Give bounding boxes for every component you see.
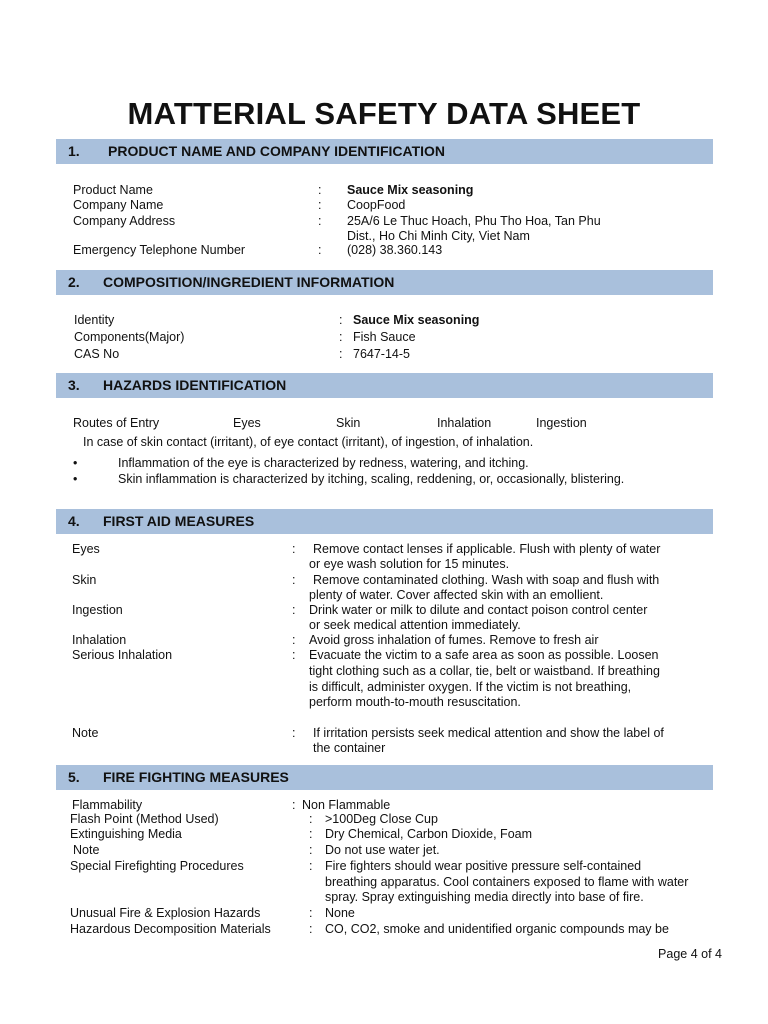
first-aid-inhalation-label: Inhalation — [72, 633, 127, 647]
first-aid-serious-inhalation-text: perform mouth-to-mouth resuscitation. — [309, 695, 521, 709]
colon: : — [309, 843, 313, 857]
emergency-phone-value: (028) 38.360.143 — [347, 243, 443, 257]
product-name-value: Sauce Mix seasoning — [347, 183, 474, 197]
route-eyes: Eyes — [233, 416, 261, 430]
bullet: • — [73, 456, 78, 470]
special-procedures-text: breathing apparatus. Cool containers exposed to flame with water — [325, 875, 689, 889]
first-aid-eyes-text: Remove contact lenses if applicable. Flush with plenty of water — [313, 542, 661, 556]
section-title: COMPOSITION/INGREDIENT INFORMATION — [103, 274, 395, 290]
fire-note-value: Do not use water jet. — [325, 843, 440, 857]
colon: : — [318, 243, 322, 257]
decomposition-materials-value: CO, CO2, smoke and unidentified organic compounds may be — [325, 922, 669, 936]
section-header-5 — [56, 765, 713, 790]
colon: : — [309, 922, 313, 936]
first-aid-serious-inhalation-text: is difficult, administer oxygen. If the victim is not breathing, — [309, 680, 632, 694]
route-skin: Skin — [336, 416, 361, 430]
decomposition-materials-label: Hazardous Decomposition Materials — [70, 922, 271, 936]
first-aid-inhalation-text: Avoid gross inhalation of fumes. Remove to fresh air — [309, 633, 599, 647]
first-aid-note-label: Note — [72, 726, 99, 740]
company-name-label: Company Name — [73, 198, 164, 212]
routes-of-entry-label: Routes of Entry — [73, 416, 160, 430]
unusual-hazards-label: Unusual Fire & Explosion Hazards — [70, 906, 261, 920]
cas-label: CAS No — [74, 347, 120, 361]
special-procedures-text: spray. Spray extinguishing media directly into base of fire. — [325, 890, 644, 904]
unusual-hazards-value: None — [325, 906, 355, 920]
colon: : — [318, 198, 322, 212]
flammability-value: Non Flammable — [302, 798, 391, 812]
section-title: HAZARDS IDENTIFICATION — [103, 377, 287, 393]
document-title: MATTERIAL SAFETY DATA SHEET — [127, 96, 641, 131]
flammability-label: Flammability — [72, 798, 143, 812]
first-aid-skin-label: Skin — [72, 573, 97, 587]
first-aid-eyes-text: or eye wash solution for 15 minutes. — [309, 557, 510, 571]
section-title: FIRST AID MEASURES — [103, 513, 255, 529]
section-number: 3. — [68, 377, 80, 393]
first-aid-serious-inhalation-label: Serious Inhalation — [72, 648, 173, 662]
identity-value: Sauce Mix seasoning — [353, 313, 480, 327]
colon: : — [292, 648, 296, 662]
colon: : — [292, 542, 296, 556]
first-aid-serious-inhalation-text: Evacuate the victim to a safe area as soon as possible. Loosen — [309, 648, 659, 662]
flash-point-label: Flash Point (Method Used) — [70, 812, 219, 826]
colon: : — [339, 347, 343, 361]
first-aid-note-text: If irritation persists seek medical attention and show the label of — [313, 726, 664, 740]
colon: : — [292, 573, 296, 587]
first-aid-ingestion-text: or seek medical attention immediately. — [309, 618, 521, 632]
hazard-bullet-text: Inflammation of the eye is characterized by redness, watering, and itching. — [118, 456, 529, 470]
fire-note-label: Note — [73, 843, 100, 857]
identity-label: Identity — [74, 313, 115, 327]
colon: : — [309, 906, 313, 920]
flash-point-value: >100Deg Close Cup — [325, 812, 438, 826]
first-aid-note-text: the container — [313, 741, 386, 755]
first-aid-skin-text: Remove contaminated clothing. Wash with soap and flush with — [313, 573, 660, 587]
section-header-3 — [56, 373, 713, 398]
hazard-case-text: In case of skin contact (irritant), of eye contact (irritant), of ingestion, of inhalation. — [83, 435, 534, 449]
extinguishing-media-value: Dry Chemical, Carbon Dioxide, Foam — [325, 827, 533, 841]
colon: : — [318, 183, 322, 197]
route-inhalation: Inhalation — [437, 416, 492, 430]
cas-value: 7647-14-5 — [353, 347, 410, 361]
first-aid-eyes-label: Eyes — [72, 542, 100, 556]
page-number: Page 4 of 4 — [658, 947, 722, 961]
hazard-bullet-text: Skin inflammation is characterized by itching, scaling, reddening, or, occasionally, blistering. — [118, 472, 625, 486]
section-title: PRODUCT NAME AND COMPANY IDENTIFICATION — [108, 143, 446, 159]
colon: : — [309, 827, 313, 841]
emergency-phone-label: Emergency Telephone Number — [73, 243, 246, 257]
colon: : — [309, 812, 313, 826]
components-label: Components(Major) — [74, 330, 185, 344]
extinguishing-media-label: Extinguishing Media — [70, 827, 182, 841]
section-number: 1. — [68, 143, 80, 159]
section-header-1 — [56, 139, 713, 164]
company-address-line-1: 25A/6 Le Thuc Hoach, Phu Tho Hoa, Tan Phu — [347, 214, 601, 228]
company-name-value: CoopFood — [347, 198, 406, 212]
bullet: • — [73, 472, 78, 486]
product-name-label: Product Name — [73, 183, 153, 197]
route-ingestion: Ingestion — [536, 416, 587, 430]
special-procedures-text: Fire fighters should wear positive pressure self-contained — [325, 859, 642, 873]
colon: : — [292, 726, 296, 740]
special-procedures-label: Special Firefighting Procedures — [70, 859, 244, 873]
company-address-line-2: Dist., Ho Chi Minh City, Viet Nam — [347, 229, 530, 243]
section-number: 4. — [68, 513, 80, 529]
first-aid-serious-inhalation-text: tight clothing such as a collar, tie, belt or waistband. If breathing — [309, 664, 660, 678]
first-aid-ingestion-text: Drink water or milk to dilute and contact poison control center — [309, 603, 648, 617]
components-value: Fish Sauce — [353, 330, 416, 344]
colon: : — [318, 214, 322, 228]
company-address-label: Company Address — [73, 214, 176, 228]
colon: : — [339, 330, 343, 344]
first-aid-skin-text: plenty of water. Cover affected skin with an emollient. — [309, 588, 604, 602]
colon: : — [292, 633, 296, 647]
section-number: 2. — [68, 274, 80, 290]
section-header-4 — [56, 509, 713, 534]
section-header-2 — [56, 270, 713, 295]
section-title: FIRE FIGHTING MEASURES — [103, 769, 289, 785]
section-number: 5. — [68, 769, 80, 785]
colon: : — [292, 603, 296, 617]
colon: : — [339, 313, 343, 327]
colon: : — [309, 859, 313, 873]
first-aid-ingestion-label: Ingestion — [72, 603, 123, 617]
colon: : — [292, 798, 296, 812]
